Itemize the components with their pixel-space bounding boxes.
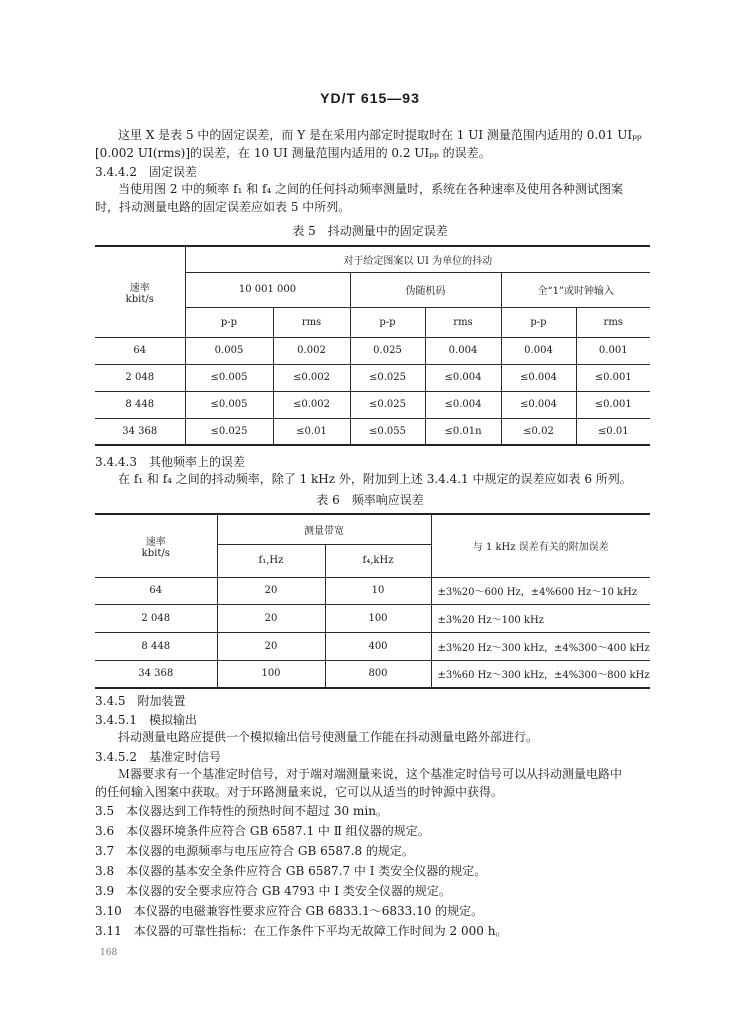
table-cell: ≤0.004 xyxy=(501,364,576,391)
table-6-error-header: 与 1 kHz 误差有关的附加误差 xyxy=(431,514,650,577)
table-6-f4-header: f₄,kHz xyxy=(325,544,431,577)
table-row xyxy=(95,632,650,660)
table-cell: 34 368 xyxy=(95,418,185,445)
table-cell: 0.005 xyxy=(185,337,273,364)
table-6-rate-label: 速率 xyxy=(145,536,166,548)
table-cell: 0.002 xyxy=(273,337,350,364)
table-cell: 0.025 xyxy=(350,337,425,364)
table-5-pattern-header: 伪随机码 xyxy=(350,272,501,307)
table-5-sub-header: p-p xyxy=(185,307,273,337)
clause-3-10: 3.10 本仪器的电磁兼容性要求应符合 GB 6833.1～6833.10 的规定。 xyxy=(95,904,484,918)
standard-code-header: YD/T 615—93 xyxy=(320,90,420,106)
table-cell: ≤0.004 xyxy=(501,391,576,418)
table-5-pattern-header: 全“1”或时钟输入 xyxy=(501,272,650,307)
section-3-4-5-1-line-1: 抖动测量电路应提供一个模拟输出信号使测量工作能在抖动测量电路外部进行。 xyxy=(118,730,539,744)
section-3-4-5-2-line-2: 的任何输入图案中获取。对于环路测量来说，它可以从适当的时钟源中获得。 xyxy=(95,785,504,799)
section-3-4-5-1-title: 3.4.5.1 模拟输出 xyxy=(95,713,197,727)
table-cell: 100 xyxy=(325,604,431,632)
intro-line-1: 这里 X 是表 5 中的固定误差，而 Y 是在采用内部定时提取时在 1 UI 测量范围内适用的 0.01 UIₚₚ xyxy=(118,128,642,142)
page-number: 168 xyxy=(100,948,118,958)
table-cell: 0.004 xyxy=(425,337,501,364)
table-cell: 400 xyxy=(325,632,431,660)
clause-3-11: 3.11 本仪器的可靠性指标：在工作条件下平均无故障工作时间为 2 000 h。 xyxy=(95,924,508,938)
table-cell: ≤0.001 xyxy=(576,391,650,418)
table-cell: ≤0.02 xyxy=(501,418,576,445)
section-3-4-4-2-line-1: 当使用图 2 中的频率 f₁ 和 f₄ 之间的任何抖动频率测量时，系统在各种速率及使用各种测试图案 xyxy=(118,182,624,196)
table-5-rate-header xyxy=(95,246,185,337)
table-cell: 800 xyxy=(325,660,431,688)
table-row xyxy=(95,604,650,632)
clause-3-6: 3.6 本仪器环境条件应符合 GB 6587.1 中 Ⅱ 组仪器的规定。 xyxy=(95,824,430,838)
table-cell: ≤0.002 xyxy=(273,391,350,418)
clause-3-8: 3.8 本仪器的基本安全条件应符合 GB 6587.7 中 Ⅰ 类安全仪器的规定。 xyxy=(95,864,487,878)
table-5-sub-header: p-p xyxy=(501,307,576,337)
table-6-frequency-response-error xyxy=(95,513,650,689)
table-cell: ≤0.01n xyxy=(425,418,501,445)
table-cell: ≤0.01 xyxy=(576,418,650,445)
table-cell: 20 xyxy=(217,604,325,632)
table-6-rate-header xyxy=(95,514,217,577)
section-3-4-5-title: 3.4.5 附加装置 xyxy=(95,694,186,708)
table-cell: 100 xyxy=(217,660,325,688)
table-5-caption: 表 5 抖动测量中的固定误差 xyxy=(292,224,448,238)
table-cell: ±3%60 Hz～300 kHz，±4%300～800 kHz xyxy=(431,660,650,688)
table-row xyxy=(95,577,650,604)
table-cell: 0.001 xyxy=(576,337,650,364)
table-cell: 64 xyxy=(95,577,217,604)
table-cell: ±3%20 Hz～100 kHz xyxy=(431,604,650,632)
intro-line-2: [0.002 UI(rms)]的误差，在 10 UI 测量范围内适用的 0.2 UIₚₚ 的误差。 xyxy=(95,146,491,160)
table-row xyxy=(95,364,650,391)
table-cell: 2 048 xyxy=(95,364,185,391)
table-cell: 8 448 xyxy=(95,391,185,418)
table-cell: 64 xyxy=(95,337,185,364)
table-row xyxy=(95,337,650,364)
table-cell: 10 xyxy=(325,577,431,604)
section-3-4-4-2-title: 3.4.4.2 固定误差 xyxy=(95,165,197,179)
table-cell: ±3%20 Hz～300 kHz，±4%300～400 kHz xyxy=(431,632,650,660)
section-3-4-4-3-title: 3.4.4.3 其他频率上的误差 xyxy=(95,455,245,469)
table-6-rate-unit: kbit/s xyxy=(141,547,170,559)
clause-3-5: 3.5 本仪器达到工作特性的预热时间不超过 30 min。 xyxy=(95,804,388,818)
section-3-4-5-2-line-1: Ｍ器要求有一个基准定时信号，对于端对端测量来说，这个基准定时信号可以从抖动测量电路中 xyxy=(118,767,623,781)
table-5-group-header: 对于给定图案以 UI 为单位的抖动 xyxy=(185,246,650,272)
table-cell: ≤0.025 xyxy=(350,364,425,391)
section-3-4-5-2-title: 3.4.5.2 基准定时信号 xyxy=(95,750,221,764)
table-cell: 2 048 xyxy=(95,604,217,632)
clause-3-7: 3.7 本仪器的电源频率与电压应符合 GB 6587.8 的规定。 xyxy=(95,844,414,858)
table-5-sub-header: rms xyxy=(576,307,650,337)
table-5-sub-header: rms xyxy=(425,307,501,337)
table-cell: ≤0.01 xyxy=(273,418,350,445)
table-cell: ±3%20～600 Hz，±4%600 Hz～10 kHz xyxy=(431,577,650,604)
table-cell: 8 448 xyxy=(95,632,217,660)
table-row xyxy=(95,391,650,418)
table-row xyxy=(95,660,650,688)
table-cell: ≤0.055 xyxy=(350,418,425,445)
table-cell: ≤0.002 xyxy=(273,364,350,391)
table-cell: ≤0.005 xyxy=(185,391,273,418)
table-cell: ≤0.004 xyxy=(425,364,501,391)
section-3-4-4-3-line-1: 在 f₁ 和 f₄ 之间的抖动频率，除了 1 kHz 外，附加到上述 3.4.4.1 中规定的误差应如表 6 所列。 xyxy=(118,472,632,486)
clause-3-9: 3.9 本仪器的安全要求应符合 GB 4793 中 Ⅰ 类安全仪器的规定。 xyxy=(95,884,451,898)
table-cell: 0.004 xyxy=(501,337,576,364)
table-6-f1-header: f₁,Hz xyxy=(217,544,325,577)
table-6-bandwidth-header: 测量带宽 xyxy=(217,514,431,544)
table-cell: ≤0.005 xyxy=(185,364,273,391)
table-5-sub-header: rms xyxy=(273,307,350,337)
table-5-pattern-header: 10 001 000 xyxy=(185,272,350,307)
table-cell: ≤0.025 xyxy=(350,391,425,418)
table-cell: ≤0.025 xyxy=(185,418,273,445)
section-3-4-4-2-line-2: 时，抖动测量电路的固定误差应如表 5 中所列。 xyxy=(95,200,351,214)
table-5-rate-label: 速率 xyxy=(129,282,150,294)
table-cell: 20 xyxy=(217,632,325,660)
table-cell: 20 xyxy=(217,577,325,604)
table-5-sub-header: p-p xyxy=(350,307,425,337)
table-cell: 34 368 xyxy=(95,660,217,688)
table-row xyxy=(95,418,650,445)
table-5-fixed-error xyxy=(95,245,650,446)
table-cell: ≤0.004 xyxy=(425,391,501,418)
table-5-rate-unit: kbit/s xyxy=(125,293,154,305)
table-6-caption: 表 6 频率响应误差 xyxy=(316,493,424,507)
table-cell: ≤0.001 xyxy=(576,364,650,391)
